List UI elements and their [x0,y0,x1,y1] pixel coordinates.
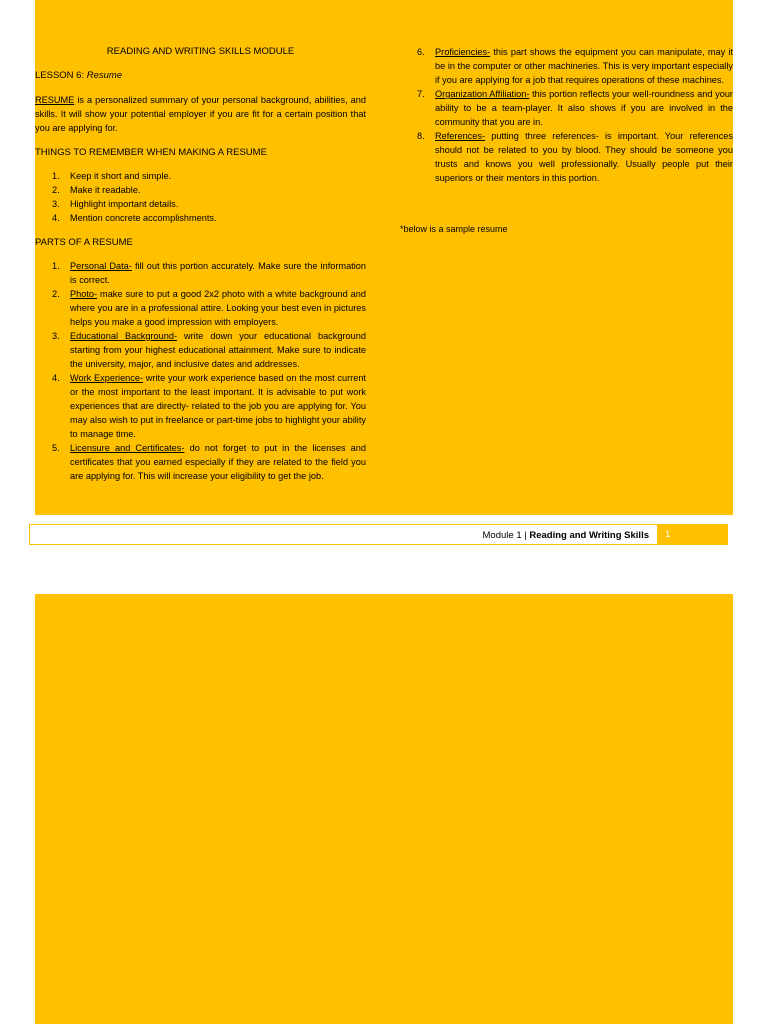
footer-module-label [483,530,649,541]
part-text: fill out this portion accurately. Make sure the information is correct. [70,261,366,285]
list-number: 6. [417,47,425,57]
part-term: Licensure and Certificates- [70,443,185,453]
part-text: write down your educational background starting from your highest educational attainment. Make sure to indicate the university, major, and inclusive dates and addresses. [70,331,366,369]
list-item [35,441,366,483]
list-item [400,129,733,185]
list-item [400,87,733,129]
list-number: 2. [52,185,60,195]
list-number: 1. [52,261,60,271]
sample-resume-note: *below is a sample resume [400,224,508,234]
part-term: Organization Affiliation- [435,89,530,99]
document-page-1 [35,0,733,515]
list-text: Highlight important details. [70,199,179,209]
document-page-2 [35,594,733,1024]
part-text: this portion reflects your well-roundness and your ability to be a team-player. It also shows if you are involved in the community that you are in. [435,89,733,127]
part-term: Educational Background- [70,331,178,341]
list-number: 7. [417,89,425,99]
parts-heading: PARTS OF A RESUME [35,237,133,248]
list-item [35,197,366,211]
list-text: Make it readable. [70,185,141,195]
resume-definition [35,93,366,135]
footer-module-name: Reading and Writing Skills [529,530,649,541]
list-number: 4. [52,213,60,223]
list-item [35,329,366,371]
list-item [400,45,733,87]
list-number: 2. [52,289,60,299]
parts-list [35,259,366,483]
list-item [35,259,366,287]
list-item [35,371,366,441]
list-number: 3. [52,199,60,209]
page-footer [29,524,728,545]
lesson-label: LESSON 6: [35,70,85,81]
part-term: References- [435,131,486,141]
part-text: do not forget to put in the licenses and certificates that you earned especially if they are related to the field you are applying for. This will increase your eligibility to get the job. [70,443,367,481]
list-item [35,287,366,329]
part-term: Work Experience- [70,373,144,383]
list-item [35,183,366,197]
resume-definition-text: is a personalized summary of your personal background, abilities, and skills. It will show your potential employer if you are fit for a certain position that you are applying for. [35,95,366,133]
list-number: 1. [52,171,60,181]
part-term: Personal Data- [70,261,132,271]
list-item [35,169,366,183]
footer-module-prefix: Module 1 | [482,530,530,541]
things-heading: THINGS TO REMEMBER WHEN MAKING A RESUME [35,147,267,158]
part-text: write your work experience based on the most current or the most important to the least important. It is advisable to put work experiences that are directly- related to the job you are applying for. You may also wish to put in freelance or part-time jobs to highlight your ability to manage time. [70,373,366,439]
list-number: 3. [52,331,60,341]
list-number: 8. [417,131,425,141]
list-number: 4. [52,373,60,383]
lesson-heading [35,69,122,83]
page-number: 1 [657,525,727,544]
lesson-topic: Resume [86,70,123,81]
part-term: Proficiencies- [435,47,491,57]
list-text: Keep it short and simple. [70,171,172,181]
part-term: Photo- [70,289,98,299]
part-text: putting three references- is important. Your references should not be related to you by blood. They should be someone you trusts and knows you well professionally. Usually people put their superiors or their mentors in this portion. [435,131,733,183]
list-item [35,211,366,225]
list-text: Mention concrete accomplishments. [70,213,217,223]
list-number: 5. [52,443,60,453]
module-title: READING AND WRITING SKILLS MODULE [106,46,295,57]
part-text: make sure to put a good 2x2 photo with a white background and where you are in a professional attire. Looking your best even in pictures helps you make a good impression with employers. [70,289,366,327]
parts-list-continued [400,45,733,185]
part-text: this part shows the equipment you can manipulate, may it be in the computer or other machineries. This is very important especially if you are applying for a job that requires operations of these machines. [435,47,733,85]
things-list [35,169,366,225]
resume-term: RESUME [35,95,75,105]
